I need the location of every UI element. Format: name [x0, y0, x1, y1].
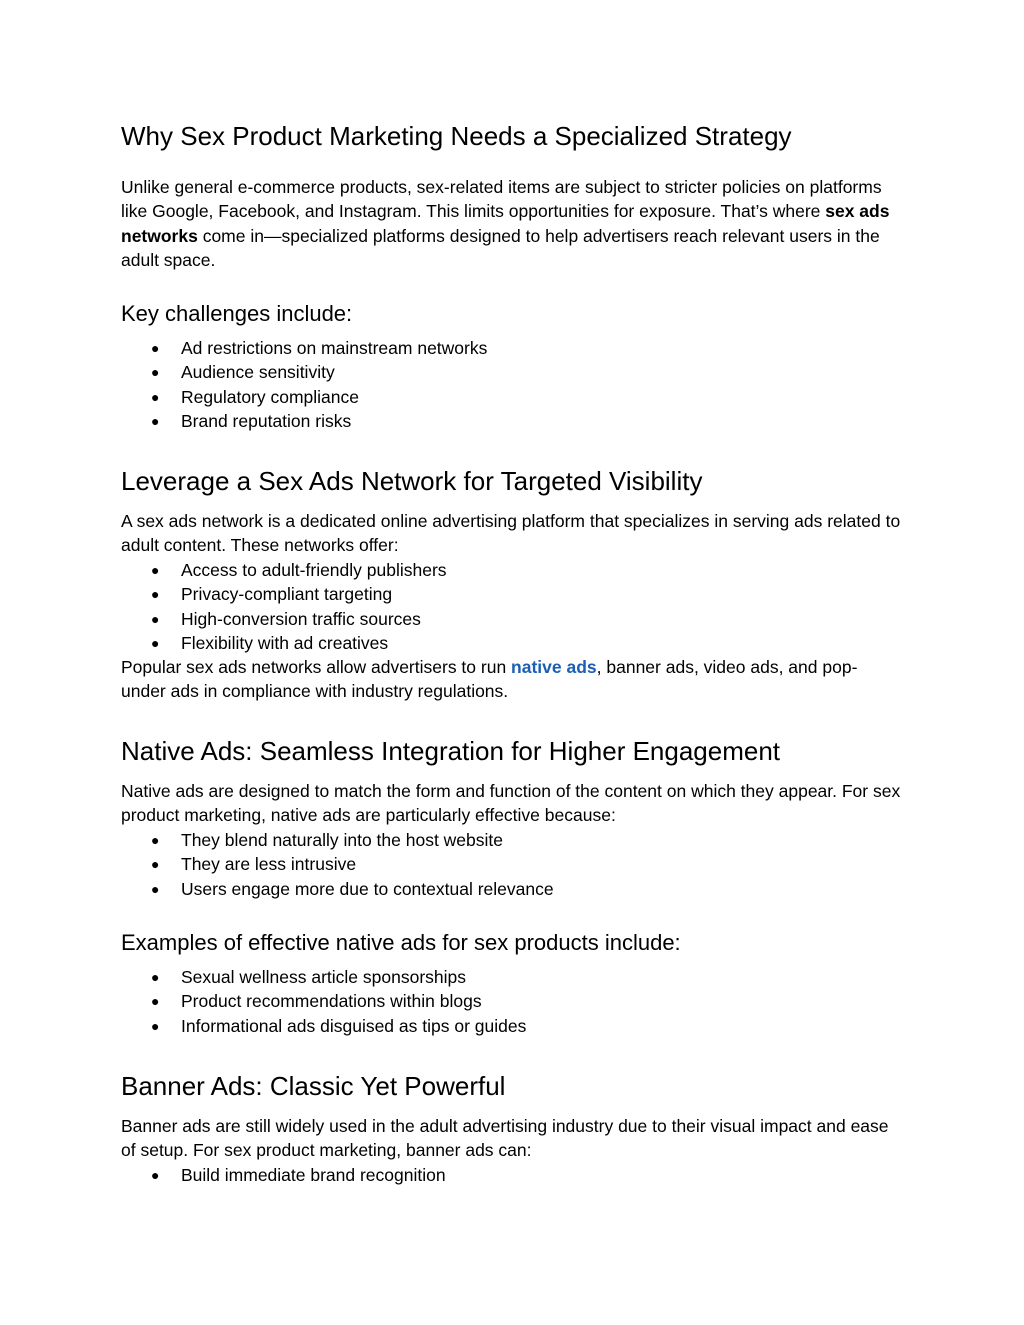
subheading-key-challenges: Key challenges include: [121, 301, 353, 326]
list-item [121, 336, 487, 360]
list-item [121, 360, 487, 384]
bullet-icon: ● [151, 993, 160, 1010]
list-item [121, 989, 526, 1013]
paragraph-intro [121, 175, 901, 273]
paragraph-popular-text-1: Popular sex ads networks allow advertisers to run [121, 657, 512, 677]
native-ads-link[interactable]: native ads [511, 657, 597, 677]
bullet-icon: ● [151, 364, 160, 381]
bullet-icon: ● [151, 969, 160, 985]
heading-banner-ads: Banner Ads: Classic Yet Powerful [121, 1071, 506, 1101]
bullet-icon: ● [151, 388, 160, 405]
list-network-offers [121, 558, 447, 656]
list-native-examples [121, 965, 526, 1038]
list-item-text: Sexual wellness article sponsorships [181, 967, 466, 987]
paragraph-banner-ads: Banner ads are still widely used in the adult advertising industry due to their visual impact and ease of setup. For sex product marketing, banner ads can: [121, 1116, 889, 1161]
bullet-icon: ● [151, 1167, 160, 1183]
list-item-text: Regulatory compliance [181, 386, 360, 407]
list-item [121, 877, 554, 901]
list-item [121, 852, 554, 876]
subheading-native-examples: Examples of effective native ads for sex products include: [121, 930, 681, 955]
paragraph-sex-ads-network: A sex ads network is a dedicated online advertising platform that specializes in serving ads related to adult content. These networks offer: [121, 511, 901, 556]
list-item-text: Informational ads disguised as tips or guides [181, 1015, 527, 1036]
list-item-text: They are less intrusive [181, 854, 357, 875]
bullet-icon: ● [151, 856, 160, 873]
paragraph-intro-text-1: Unlike general e-commerce products, sex-related items are subject to stricter policies on platforms like Google, Facebook, and Instagram. This limits opportunities for exposure. That’s where [121, 177, 882, 222]
bullet-icon: ● [151, 1017, 160, 1034]
list-item [121, 582, 447, 606]
list-item [121, 1163, 446, 1187]
list-item-text: Privacy-compliant targeting [181, 584, 393, 605]
list-item-text: Access to adult-friendly publishers [181, 560, 447, 580]
bullet-icon: ● [151, 562, 160, 578]
paragraph-popular-text-2: , banner ads, video ads, and pop-under ads in compliance with industry regulations. [121, 657, 858, 702]
list-item-text: Brand reputation risks [181, 411, 352, 432]
list-key-challenges [121, 336, 487, 434]
bullet-icon: ● [151, 610, 160, 627]
heading-sex-ads-network: Leverage a Sex Ads Network for Targeted Visibility [121, 466, 703, 496]
bullet-icon: ● [151, 340, 160, 356]
list-item-text: Audience sensitivity [181, 362, 335, 383]
heading-specialized-strategy: Why Sex Product Marketing Needs a Specialized Strategy [121, 121, 792, 151]
list-item [121, 1014, 526, 1038]
list-item [121, 558, 447, 582]
list-item-text: Ad restrictions on mainstream networks [181, 338, 488, 358]
list-item [121, 607, 447, 631]
list-item [121, 385, 487, 409]
list-item-text: Users engage more due to contextual relevance [181, 878, 554, 899]
list-item-text: Flexibility with ad creatives [181, 633, 389, 654]
list-item [121, 409, 487, 433]
paragraph-native-ads: Native ads are designed to match the form and function of the content on which they appear. For sex product marketing, native ads are particularly effective because: [121, 781, 901, 826]
paragraph-intro-bold: sex ads networks [121, 201, 890, 246]
list-item [121, 828, 554, 852]
list-item [121, 965, 526, 989]
list-item [121, 631, 447, 655]
list-native-benefits [121, 828, 554, 901]
list-item-text: Product recommendations within blogs [181, 991, 482, 1012]
list-item-text: Build immediate brand recognition [181, 1165, 446, 1185]
bullet-icon: ● [151, 586, 160, 603]
bullet-icon: ● [151, 832, 160, 848]
list-item-text: They blend naturally into the host website [181, 830, 503, 850]
bullet-icon: ● [151, 413, 160, 430]
list-banner-benefits [121, 1163, 446, 1187]
bullet-icon: ● [151, 635, 160, 652]
paragraph-popular-networks [121, 655, 901, 704]
bullet-icon: ● [151, 880, 160, 897]
heading-native-ads: Native Ads: Seamless Integration for Higher Engagement [121, 736, 781, 766]
list-item-text: High-conversion traffic sources [181, 608, 421, 629]
paragraph-intro-text-2: come in—specialized platforms designed to help advertisers reach relevant users in the adult space. [121, 225, 880, 271]
